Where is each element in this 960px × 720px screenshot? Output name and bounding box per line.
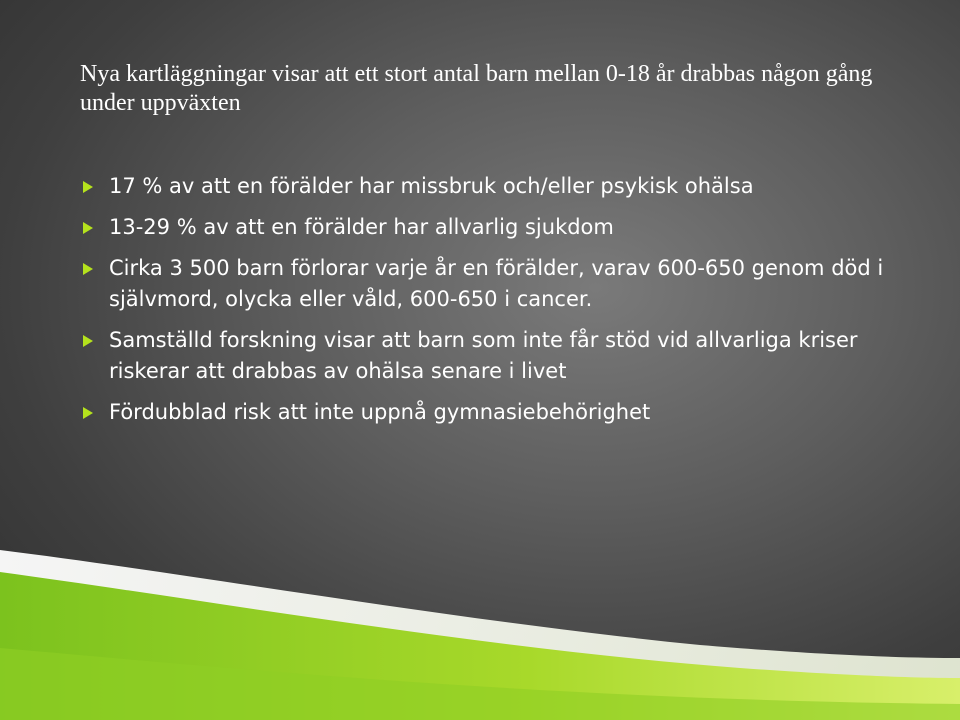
decorative-wave-shape — [0, 550, 960, 720]
list-item — [80, 325, 900, 387]
triangle-bullet-icon — [83, 335, 93, 347]
bullet-text: Fördubblad risk att inte uppnå gymnasiebehörighet — [109, 400, 651, 424]
slide-title: Nya kartläggningar visar att ett stort antal barn mellan 0-18 år drabbas någon gång under uppväxten — [80, 61, 873, 116]
bullet-text: 17 % av att en förälder har missbruk och/eller psykisk ohälsa — [109, 174, 754, 198]
list-item — [80, 212, 900, 243]
triangle-bullet-icon — [83, 263, 93, 275]
triangle-bullet-icon — [83, 181, 93, 193]
bullet-text: Cirka 3 500 barn förlorar varje år en förälder, varav 600-650 genom död i självmord, olycka eller våld, 600-650 i cancer. — [109, 256, 884, 311]
list-item — [80, 171, 900, 202]
bullet-text: Samställd forskning visar att barn som inte får stöd vid allvarliga kriser riskerar att drabbas av ohälsa senare i livet — [109, 328, 858, 383]
bullet-text: 13-29 % av att en förälder har allvarlig sjukdom — [109, 215, 614, 239]
list-item — [80, 397, 900, 428]
bullet-list — [80, 171, 900, 438]
triangle-bullet-icon — [83, 407, 93, 419]
list-item — [80, 253, 900, 315]
triangle-bullet-icon — [83, 222, 93, 234]
